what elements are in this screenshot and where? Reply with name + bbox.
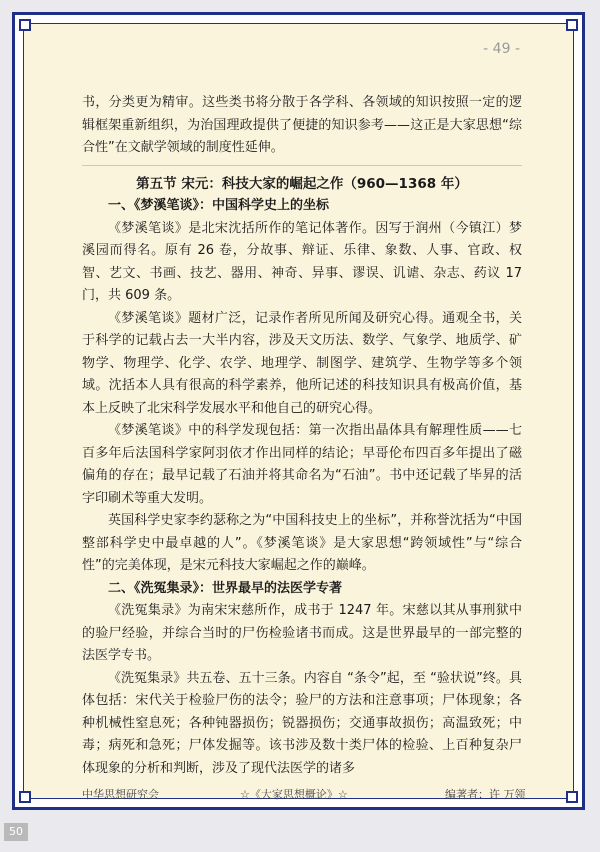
viewer-page-tab[interactable]: 50	[4, 823, 28, 841]
footer-publisher: 中华思想研究会	[82, 788, 159, 801]
subsection-title-2: 二、《洗冤集录》：世界最早的法医学专著	[108, 580, 343, 596]
paragraph: 《梦溪笔谈》中的科学发现包括：第一次指出晶体具有解理性质——七百多年后法国科学家阿羽依才作出同样的结论；早哥伦布四百多年提出了磁偏角的存在；最早记载了石油并将其命名为“石油”。书中还记载了毕昇的活字印刷术等重大发明。	[82, 423, 522, 506]
paragraph-intro: 书，分类更为精审。这些类书将分散于各学科、各领域的知识按照一定的逻辑框架重新组织，为治国理政提供了便捷的知识参考——这正是大家思想“综合性”在文献学领域的制度性延伸。	[82, 95, 522, 155]
page-number: - 49 -	[483, 41, 520, 57]
frame-corner-ornament	[19, 19, 31, 31]
section-title: 第五节 宋元：科技大家的崛起之作（960—1368 年）	[136, 175, 468, 192]
paragraph: 《洗冤集录》为南宋宋慈所作，成书于 1247 年。宋慈以其从事刑狱中的验尸经验，并综合当时的尸伤检验诸书而成。这是世界最早的一部完整的法医学专书。	[82, 603, 522, 663]
page-body	[82, 92, 522, 780]
section-divider	[82, 165, 522, 166]
frame-corner-ornament	[19, 791, 31, 803]
frame-corner-ornament	[566, 19, 578, 31]
paragraph: 《洗冤集录》共五卷、五十三条。内容自 “条令”起，至 “验状说”终。具体包括：宋代关于检验尸伤的法令；验尸的方法和注意事项；尸体现象；各种机械性窒息死；各种钝器损伤；锐器损伤；交通事故损伤；高温致死；中毒；病死和急死；尸体发掘等。该书涉及数十类尸体的检验、上百种复杂尸体现象的分析和判断，涉及了现代法医学的诸多	[82, 670, 522, 776]
footer-book-title: ☆《大家思想概论》☆	[240, 788, 348, 801]
paragraph: 《梦溪笔谈》题材广泛，记录作者所见所闻及研究心得。通观全书，关于科学的记载占去一大半内容，涉及天文历法、数学、气象学、地质学、矿物学、物理学、化学、农学、地理学、制图学、建筑学、生物学等多个领域。沈括本人具有很高的科学素养，他所记述的科技知识具有极高价值，基本上反映了北宋科学发展水平和他自己的研究心得。	[82, 310, 522, 416]
paragraph: 《梦溪笔谈》是北宋沈括所作的笔记体著作。因写于润州（今镇江）梦溪园而得名。原有 26 卷，分故事、辩证、乐律、象数、人事、官政、权智、艺文、书画、技艺、器用、神奇、异事、谬误、讥谑、杂志、药议 17 门，共 609 条。	[82, 220, 522, 303]
paragraph: 英国科学史家李约瑟称之为“中国科技史上的坐标”，并称誉沈括为“中国整部科学史中最卓越的人”。《梦溪笔谈》是大家思想“跨领域性”与“综合性”的完美体现，是宋元科技大家崛起之作的巅峰。	[82, 513, 522, 573]
frame-corner-ornament	[566, 791, 578, 803]
subsection-title-1: 一、《梦溪笔谈》：中国科学史上的坐标	[108, 198, 330, 213]
footer-author: 编著者：许 万领	[445, 788, 526, 801]
